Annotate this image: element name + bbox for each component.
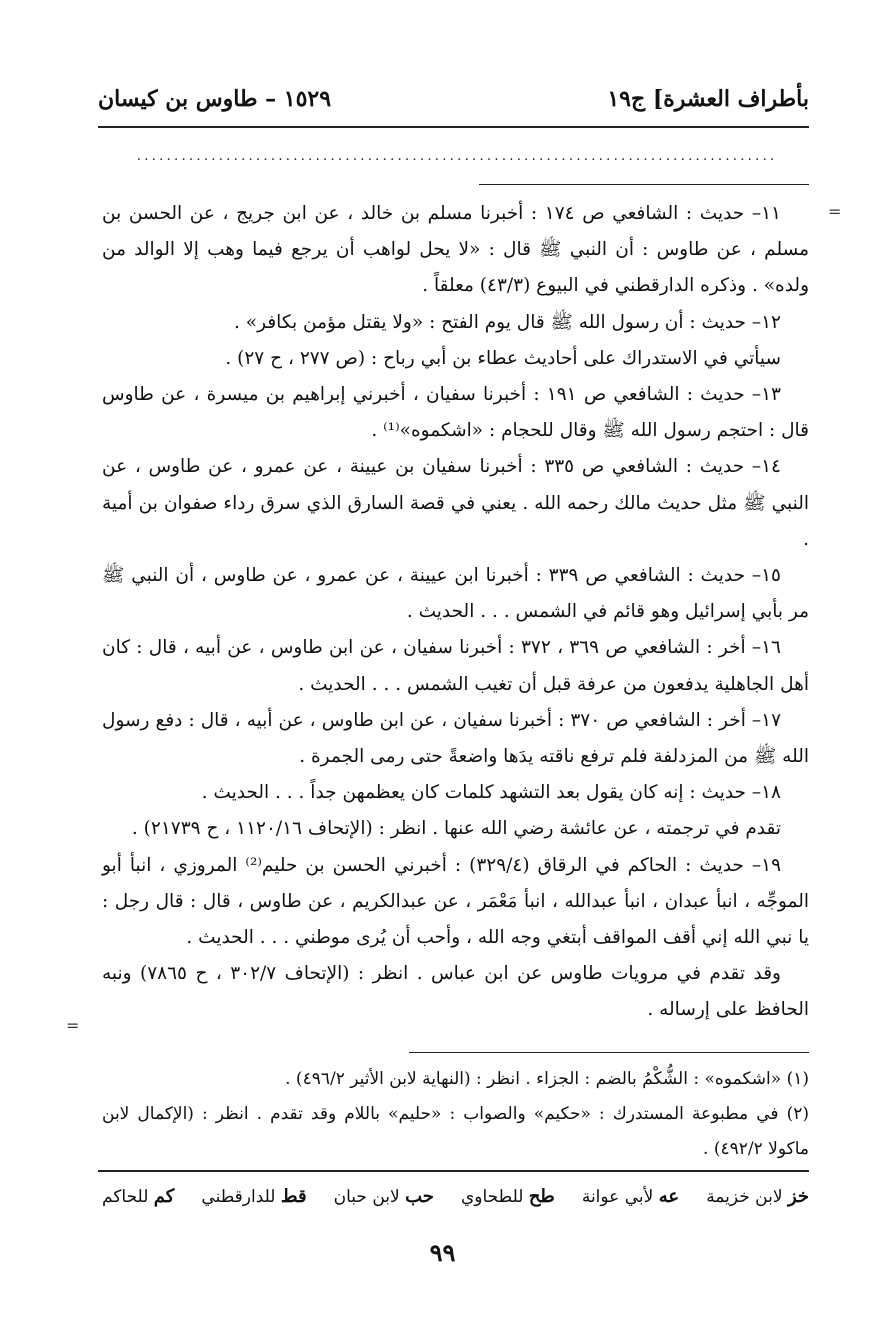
abbreviation-name: لابن خزيمة bbox=[706, 1187, 783, 1207]
dotted-separator: ...................................................................................... bbox=[136, 148, 778, 162]
abbreviation-name: للدارقطني bbox=[201, 1187, 276, 1207]
abbreviation-item bbox=[201, 1186, 306, 1207]
abbreviation-code: طح bbox=[528, 1186, 555, 1207]
paragraph: ١٣– حديث : الشافعي ص ١٩١ : أخبرنا سفيان ، أخبرني إبراهيم بن ميسرة ، عن طاوس قال : احتجم رسول الله ﷺ وقال للحجام : «اشكموه»⁽¹⁾ . bbox=[102, 384, 809, 442]
paragraph: سيأتي في الاستدراك على أحاديث عطاء بن أبي رباح : (ص ٢٧٧ ، ح ٢٧) . bbox=[225, 347, 781, 369]
margin-mark: = bbox=[66, 1016, 80, 1035]
abbreviation-item bbox=[102, 1186, 174, 1207]
abbreviation-item bbox=[582, 1186, 679, 1207]
footer-rule bbox=[98, 1170, 809, 1172]
abbreviation-name: للطحاوي bbox=[460, 1187, 524, 1207]
abbreviation-item bbox=[461, 1186, 555, 1207]
footnote: (١) «اشكموه» : الشُّكْمُ بالضم : الجزاء . انظر : (النهاية لابن الأثير ٤٩٦/٢) . bbox=[285, 1069, 809, 1089]
paragraph: ١٩– حديث : الحاكم في الرقاق (٣٢٩/٤) : أخبرني الحسن بن حليم⁽²⁾ المروزي ، انبأ أبو الموجِّه ، انبأ عبدان ، انبأ عبدالله ، انبأ مَعْمَر ، عن عبدالكريم ، عن طاوس ، قال : قال رجل : يا نبي الله إني أقف المواقف أبتغي وجه الله ، وأحب أن يُرى موطني . . . الحديث . bbox=[102, 854, 809, 949]
paragraph: ١١– حديث : الشافعي ص ١٧٤ : أخبرنا مسلم بن خالد ، عن ابن جريج ، عن الحسن بن مسلم ، عن طاوس : أن النبي ﷺ قال : «لا يحل لواهب أن يرجع فيما وهب إلا الوالد من ولده» . وذكره الدارقطني في البيوع (٤٣/٣) معلقاً . bbox=[102, 203, 809, 297]
abbreviation-code: قط bbox=[280, 1186, 307, 1207]
margin-mark: = bbox=[828, 202, 842, 221]
abbreviation-item bbox=[706, 1186, 809, 1207]
abbreviation-code: حب bbox=[405, 1186, 434, 1207]
paragraph: ١٤– حديث : الشافعي ص ٣٣٥ : أخبرنا سفيان بن عيينة ، عن عمرو ، عن طاوس ، عن النبي ﷺ مثل حديث مالك رحمه الله . يعني في قصة السارق الذي سرق رداء صفوان بن أمية . bbox=[102, 456, 809, 550]
abbreviation-name: لابن حبان bbox=[333, 1187, 400, 1207]
paragraph: ١٧– أخر : الشافعي ص ٣٧٠ : أخبرنا سفيان ، عن ابن طاوس ، عن أبيه ، قال : دفع رسول الله ﷺ من المزدلفة فلم ترفع ناقته يدَها واضعةً حتى رمى الجمرة . bbox=[102, 709, 809, 768]
section-rule bbox=[479, 184, 809, 185]
paragraph: وقد تقدم في مرويات طاوس عن ابن عباس . انظر : (الإتحاف ٣٠٢/٧ ، ح ٧٨٦٥) ونبه الحافظ على إرساله . bbox=[102, 963, 809, 1021]
abbreviation-code: عه bbox=[658, 1186, 680, 1207]
abbreviation-code: كم bbox=[153, 1186, 175, 1207]
footnote-rule bbox=[409, 1052, 809, 1053]
paragraph: ١٥– حديث : الشافعي ص ٣٣٩ : أخبرنا ابن عيينة ، عن عمرو ، عن طاوس ، أن النبي ﷺ مر بأبي إسرائيل وهو قائم في الشمس . . . الحديث . bbox=[102, 565, 809, 623]
running-header-chapter: ١٥٢٩ – طاوس بن كيسان bbox=[98, 86, 332, 112]
paragraph: ١٨– حديث : إنه كان يقول بعد التشهد كلمات كان يعظمهن جداً . . . الحديث . bbox=[201, 782, 781, 804]
footnotes bbox=[102, 1062, 809, 1167]
abbreviation-item bbox=[334, 1186, 434, 1207]
page-number: ٩٩ bbox=[429, 1238, 456, 1267]
abbreviation-name: للحاكم bbox=[102, 1187, 149, 1207]
paragraph: ١٢– حديث : أن رسول الله ﷺ قال يوم الفتح : «ولا يقتل مؤمن بكافر» . bbox=[234, 311, 781, 333]
abbreviation-key bbox=[102, 1186, 809, 1207]
footnote: (٢) في مطبوعة المستدرك : «حكيم» والصواب : «حليم» باللام وقد تقدم . انظر : (الإكمال لابن ماكولا ٤٩٢/٢) . bbox=[102, 1104, 809, 1159]
header-rule bbox=[98, 126, 809, 128]
paragraph: ١٦– أخر : الشافعي ص ٣٦٩ ، ٣٧٢ : أخبرنا سفيان ، عن ابن طاوس ، عن أبيه ، قال : كان أهل الجاهلية يدفعون من عرفة قبل أن تغيب الشمس . . . الحديث . bbox=[102, 637, 809, 695]
paragraph: تقدم في ترجمته ، عن عائشة رضي الله عنها . انظر : (الإتحاف ١١٢٠/١٦ ، ح ٢١٧٣٩) . bbox=[131, 818, 781, 840]
running-header-volume: بأطراف العشرة] ج١٩ bbox=[607, 86, 809, 112]
main-text bbox=[102, 196, 809, 1029]
abbreviation-code: خز bbox=[787, 1186, 809, 1207]
abbreviation-name: لأبي عوانة bbox=[581, 1187, 654, 1207]
